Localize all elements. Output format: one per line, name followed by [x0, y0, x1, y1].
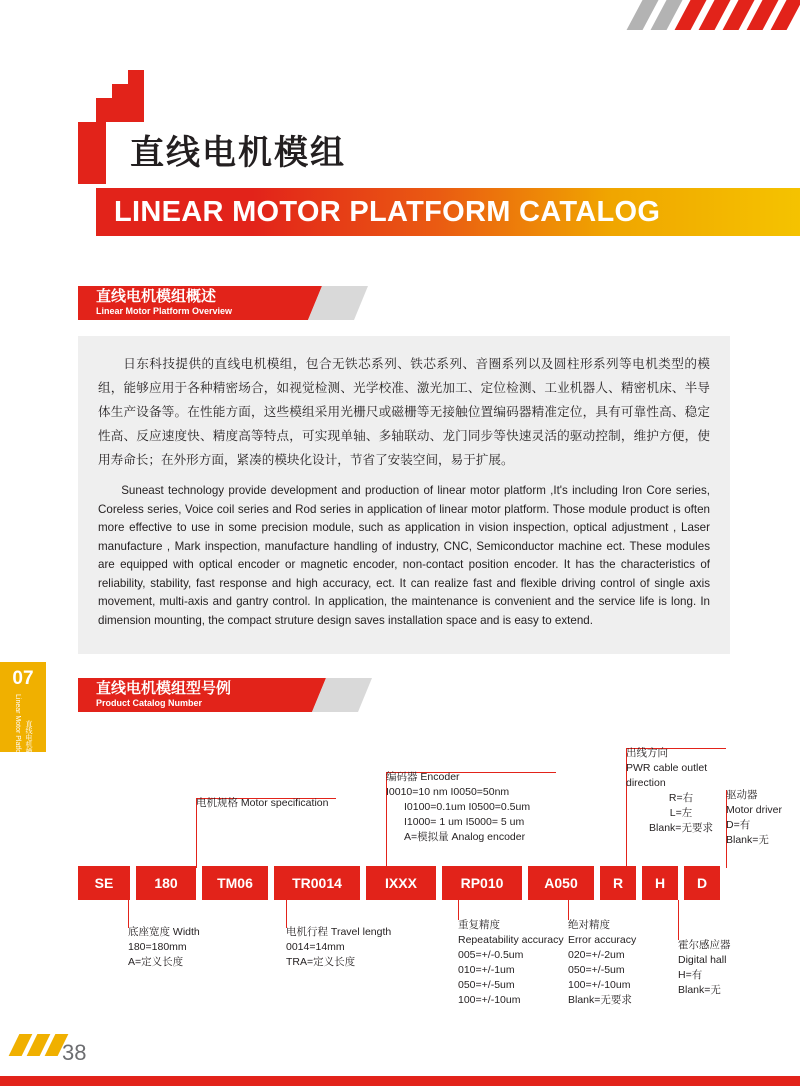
note-cable-line-2: direction: [626, 777, 666, 789]
note-repeat-line-2: 005=+/-0.5um: [458, 949, 524, 961]
note-error-line-0: 绝对精度: [568, 919, 610, 931]
note-driver-line-0: 驱动器: [726, 789, 758, 801]
code-cell-width[interactable]: 180: [136, 866, 196, 900]
note-motor-spec-line-0: 电机规格 Motor specification: [196, 797, 329, 809]
note-encoder-title: 编码器 Encoder: [386, 771, 460, 783]
page-tab-number: 07: [12, 668, 34, 689]
note-cable-line-0: 出线方向: [626, 747, 668, 759]
code-cell-travel[interactable]: TR0014: [274, 866, 360, 900]
section-header-overview: [78, 286, 368, 320]
code-cell-driver[interactable]: D: [684, 866, 720, 900]
note-hall-line-2: H=有: [678, 969, 703, 981]
note-error-accuracy: [568, 918, 688, 1008]
note-cable-line-1: PWR cable outlet: [626, 762, 708, 774]
code-cell-encoder[interactable]: IXXX: [366, 866, 436, 900]
note-encoder-line-4: A=模拟量 Analog encoder: [404, 831, 526, 843]
section-model-title-cn: 直线电机模组型号例: [96, 680, 232, 697]
code-cell-motor-spec[interactable]: TM06: [202, 866, 268, 900]
note-width-line-0: 底座宽度 Width: [128, 926, 200, 938]
page-title-cn: 直线电机模组: [130, 134, 346, 172]
note-cable-line-4: L=左: [669, 807, 693, 819]
note-hall: [678, 938, 788, 998]
code-cell-repeatability[interactable]: RP010: [442, 866, 522, 900]
decorative-steps-icon: [96, 70, 156, 122]
note-encoder: [386, 770, 586, 845]
note-repeat-line-5: 100=+/-10um: [458, 994, 521, 1006]
note-hall-line-1: Digital hall: [678, 954, 727, 966]
overview-text-box: [78, 336, 730, 654]
note-encoder-line-3: I1000= 1 um I5000= 5 um: [404, 816, 525, 828]
page-tab-label-en: Linear Motor Platform Catalog: [14, 694, 21, 788]
overview-paragraph-en: Suneast technology provide development and production of linear motor platform ,It's including Iron Core series, Coreless series, Voice coil series and Rod series in application of linear motor platform. Those module product is often more effective to use in some precision module, such as application in vision inspection, optical adjustment , Laser manufacture , Mark inspection, manufacture handling of industry, CNC, Semiconductor machine ect. These modules are equipped with optical encoder or magnetic encoder, non-contact position encoder. It has the characteristics of reliability, stability, fast response and high accuracy, ect. It can realize fast and flexible driving control of single axis movement, multi-axis and gantry control. In application, the maintenance is convenient and the service life is long. In dimension mounting, the compact struture design saves installation space and is easy to extend.: [98, 484, 710, 627]
note-travel-line-1: 0014=14mm: [286, 941, 345, 953]
note-cable-line-5: Blank=无要求: [649, 822, 713, 834]
note-repeat-line-4: 050=+/-5um: [458, 979, 515, 991]
note-travel: [286, 925, 446, 970]
section-title-cn: 直线电机模组概述: [96, 288, 217, 305]
note-base-width: [128, 925, 278, 970]
note-error-line-2: 020=+/-2um: [568, 949, 625, 961]
note-repeat-line-3: 010=+/-1um: [458, 964, 515, 976]
note-driver: [726, 788, 798, 848]
page-number: 38: [62, 1040, 87, 1065]
leader-line-repeat: [458, 900, 459, 920]
top-decorative-stripes: [460, 0, 800, 30]
note-error-line-5: Blank=无要求: [568, 994, 632, 1006]
overview-paragraph-cn: 日东科技提供的直线电机模组，包合无铁芯系列、铁芯系列、音圈系列以及圆柱形系列等电机类型的模组，能够应用于各种精密场合，如视觉检测、光学校准、激光加工、定位检测、工业机器人、精密机床、半导体生产设备等。在性能方面，这些模组采用光栅尺或磁栅等无接触位置编码器精准定位，具有可靠性高、稳定性高、反应速度快、精度高等特点，可实现单轴、多轴联动、龙门同步等快速灵活的驱动控制，维护方便，使用寿命长；在外形方面，紧凑的模块化设计，节省了安装空间，易于扩展。: [98, 357, 710, 467]
note-cable-outlet: [626, 746, 736, 836]
page-tab-label-cn: 直线电机模组: [25, 719, 32, 762]
page-title-en: LINEAR MOTOR PLATFORM CATALOG: [114, 196, 661, 228]
code-cell-series[interactable]: SE: [78, 866, 130, 900]
note-encoder-line-1: I0010=10 nm I0050=50nm: [386, 786, 510, 798]
title-red-accent: [78, 122, 106, 184]
model-code-row: [78, 866, 720, 900]
note-cable-line-3: R=右: [668, 792, 694, 804]
note-repeat-line-1: Repeatability accuracy: [458, 934, 564, 946]
page-side-tab: [0, 662, 46, 788]
leader-line-travel: [286, 900, 287, 928]
code-cell-error-accuracy[interactable]: A050: [528, 866, 594, 900]
note-error-line-4: 100=+/-10um: [568, 979, 631, 991]
leader-line-width: [128, 900, 129, 928]
note-travel-line-2: TRA=定义长度: [286, 956, 356, 968]
note-width-line-1: 180=180mm: [128, 941, 187, 953]
note-motor-spec: [196, 796, 376, 811]
note-driver-line-1: Motor driver: [726, 804, 783, 816]
note-travel-line-0: 电机行程 Travel length: [286, 926, 392, 938]
note-encoder-line-2: I0100=0.1um I0500=0.5um: [404, 801, 531, 813]
section-model-title-en: Product Catalog Number: [96, 698, 203, 708]
section-title-en: Linear Motor Platform Overview: [96, 306, 233, 316]
note-repeatability: [458, 918, 578, 1008]
note-width-line-2: A=定义长度: [128, 956, 184, 968]
note-driver-line-2: D=有: [726, 819, 751, 831]
code-cell-hall[interactable]: H: [642, 866, 678, 900]
note-hall-line-3: Blank=无: [678, 984, 721, 996]
footer-red-bar: [0, 1076, 800, 1086]
note-driver-line-3: Blank=无: [726, 834, 769, 846]
note-error-line-3: 050=+/-5um: [568, 964, 625, 976]
leader-line-error: [568, 900, 569, 920]
code-cell-cable-direction[interactable]: R: [600, 866, 636, 900]
note-error-line-1: Error accuracy: [568, 934, 637, 946]
note-repeat-line-0: 重复精度: [458, 919, 500, 931]
section-header-model-number: [78, 678, 378, 712]
note-hall-line-0: 霍尔感应器: [678, 939, 731, 951]
